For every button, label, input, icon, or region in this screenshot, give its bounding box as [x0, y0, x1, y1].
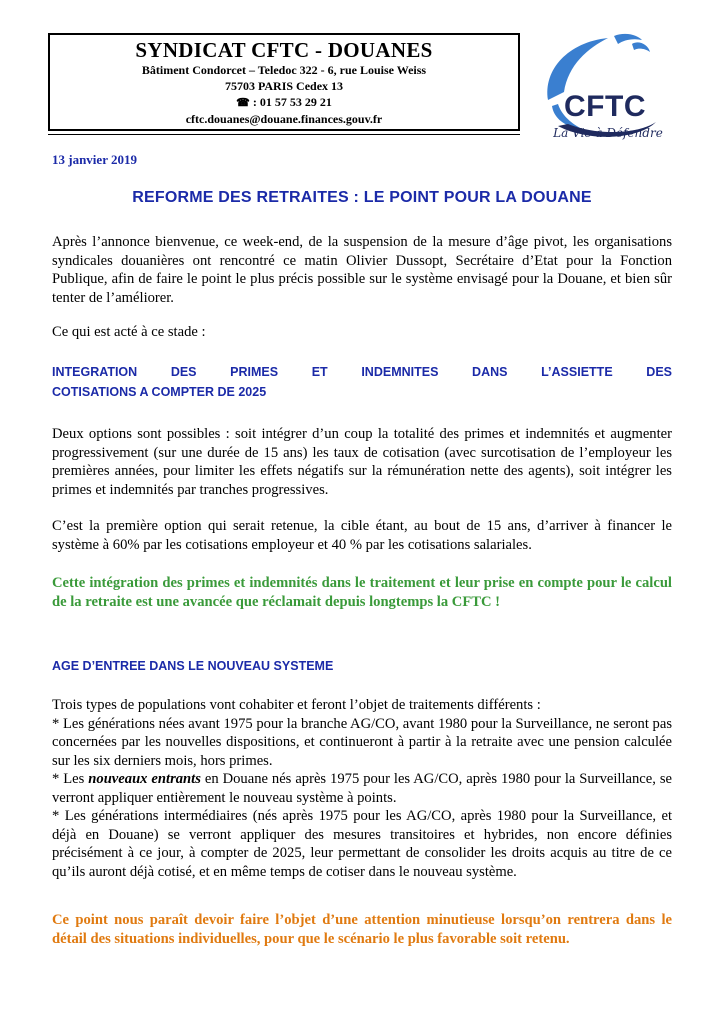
bullet-new-entrants-prefix: * Les [52, 771, 89, 787]
cftc-logo [528, 30, 678, 148]
acted-paragraph: Ce qui est acté à ce stade : [52, 324, 206, 340]
email-address: cftc.douanes@douane.finances.gouv.fr [185, 112, 383, 126]
document-date: 13 janvier 2019 [52, 152, 137, 167]
document-title: REFORME DES RETRAITES : LE POINT POUR LA DOUANE [132, 189, 592, 206]
address-line-2: 75703 PARIS Cedex 13 [224, 79, 344, 93]
bullet-intermediate-generations: * Les générations intermédiaires (nés après 1975 pour les AG/CO, après 1980 pour la Surveillance, et déjà en Douane) se verront appliquer des mesures transitoires et hybrides, non encore définies précisément à ce jour, à compter de 2025, leur permettant de consolider les droits acquis au titre de ce qu’ils auront déjà cotisé, et en même temps de cotiser dans le nouveau système. [52, 808, 672, 880]
logo-motto: La Vie à Défendre [553, 126, 663, 140]
populations-paragraph [52, 696, 672, 881]
options-paragraph: Deux options sont possibles : soit intégrer d’un coup la totalité des primes et indemnités et augmenter progressivement (sur une durée de 15 ans) les taux de cotisation (avec surcotisation de l’employeur les premières années, pour limiter les effets négatifs sur la rémunération nette des agents), soit intégrer les primes et indemnités par tranches progressives. [52, 426, 672, 498]
section-heading-line-2: COTISATIONS A COMPTER DE 2025 [52, 385, 267, 399]
intro-paragraph: Après l’annonce bienvenue, ce week-end, de la suspension de la mesure d’âge pivot, les organisations syndicales douanières ont rencontré ce matin Olivier Dussopt, Secrétaire d’Etat pour la Fonction Publique, afin de faire le point le plus précis possible sur le système envisagé pour la Douane, et bien sûr tenter de l’améliorer. [52, 234, 672, 306]
section-heading-age: AGE D’ENTREE DANS LE NOUVEAU SYSTEME [52, 659, 334, 673]
bullet-new-entrants-rest: en Douane nés après 1975 pour les AG/CO, après 1980 pour la Surveillance, se verront appliquer entièrement le nouveau système à points. [52, 771, 672, 806]
integration-highlight: Cette intégration des primes et indemnités dans le traitement et leur prise en compte pour le calcul de la retraite est une avancée que réclamait depuis longtemps la CFTC ! [52, 575, 672, 610]
first-option-paragraph: C’est la première option qui serait retenue, la cible étant, au bout de 15 ans, d’arriver à financer le système à 60% par les cotisations employeur et 40 % par les cotisations salariales. [52, 518, 672, 553]
attention-highlight: Ce point nous paraît devoir faire l’objet d’une attention minutieuse lorsqu’on rentrera dans le détail des situations individuelles, pour que le scénario le plus favorable soit retenu. [52, 912, 672, 947]
letterhead-box [48, 33, 520, 131]
organization-name: SYNDICAT CFTC - DOUANES [135, 38, 433, 62]
section-heading-integration [52, 362, 672, 402]
phone-number: : 01 57 53 29 21 [252, 95, 332, 109]
bullet-new-entrants [52, 770, 672, 807]
phone-line [50, 94, 518, 111]
telephone-icon: ☎ [236, 97, 250, 109]
logo-wordmark: CFTC [564, 90, 646, 123]
bullet-new-entrants-emphasis: nouveaux entrants [88, 771, 201, 787]
populations-intro: Trois types de populations vont cohabiter et feront l’objet de traitements différents : [52, 697, 541, 713]
address-line-1: Bâtiment Condorcet – Teledoc 322 - 6, rue Louise Weiss [141, 63, 427, 77]
bullet-older-generations: * Les générations nées avant 1975 pour la branche AG/CO, avant 1980 pour la Surveillance, ne seront pas concernées par les nouvelles dispositions, et continueront à partir à la retraite avec une pension calculée sur les six derniers mois, hors primes. [52, 715, 672, 769]
header-underline [48, 134, 520, 135]
section-heading-line-1: INTEGRATION DES PRIMES ET INDEMNITES DANS L’ASSIETTE DES [52, 365, 672, 379]
